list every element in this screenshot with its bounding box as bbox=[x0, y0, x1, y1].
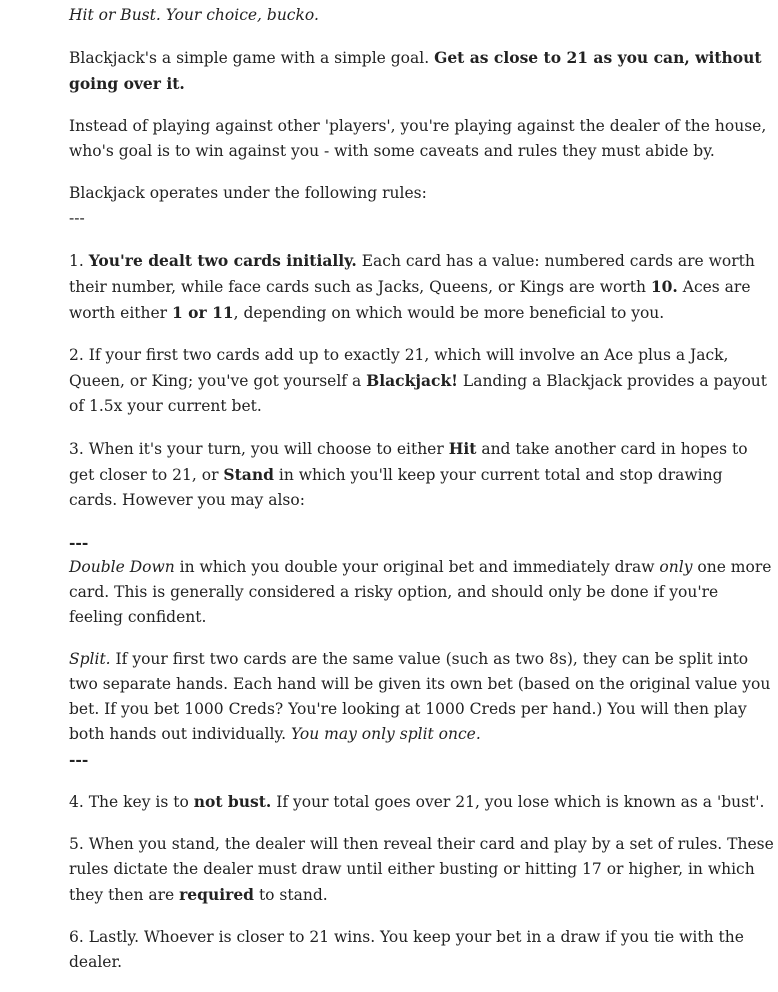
separator: --- bbox=[69, 750, 89, 769]
rule-5: 5. When you stand, the dealer will then reveal their card and play by a set of rules. These rules dictate the dealer must draw until either busting or hitting 17 or higher, in which they then are required to stand. bbox=[69, 835, 774, 904]
separator: --- bbox=[69, 533, 89, 552]
double-down-paragraph: --- Double Down in which you double your original bet and immediately draw only one more card. This is generally considered a risky option, and should only be done if you're feeling confident. bbox=[69, 530, 774, 630]
rule-1: 1. You're dealt two cards initially. Each card has a value: numbered cards are worth their number, while face cards such as Jacks, Queens, or Kings are worth 10. Aces are worth either 1 or 11, depending on which would be more beneficial to you. bbox=[69, 251, 755, 322]
split-paragraph: Split. If your first two cards are the same value (such as two 8s), they can be split into two separate hands. Each hand will be given its own bet (based on the original value you bet. If you bet 1000 Creds? You're looking at 1000 Creds per hand.) You will then play both hands out individually. You may only split once. --- bbox=[69, 647, 774, 772]
rules-intro-paragraph: Blackjack operates under the following rules: --- bbox=[69, 181, 774, 231]
rule-2: 2. If your first two cards add up to exactly 21, which will involve an Ace plus a Jack, Queen, or King; you've got yourself a Blackjack! Landing a Blackjack provides a payout of 1.5x your current bet. bbox=[69, 346, 768, 415]
rule-3: 3. When it's your turn, you will choose to either Hit and take another card in hopes to get closer to 21, or Stand in which you'll keep your current total and stop drawing cards. However you may also: bbox=[69, 439, 748, 509]
rule-6: 6. Lastly. Whoever is closer to 21 wins. You keep your bet in a draw if you tie with the dealer. bbox=[69, 928, 744, 971]
blackjack-rules-article bbox=[69, 3, 774, 992]
rule-4: 4. The key is to not bust. If your total goes over 21, you lose which is known as a 'bust'. bbox=[69, 792, 765, 811]
dealer-paragraph: Instead of playing against other 'players', you're playing against the dealer of the house, who's goal is to win against you - with some caveats and rules they must abide by. bbox=[69, 117, 767, 160]
tagline: Hit or Bust. Your choice, bucko. bbox=[69, 6, 319, 24]
separator: --- bbox=[69, 209, 85, 227]
goal-paragraph: Blackjack's a simple game with a simple goal. Get as close to 21 as you can, without going over it. bbox=[69, 48, 762, 93]
